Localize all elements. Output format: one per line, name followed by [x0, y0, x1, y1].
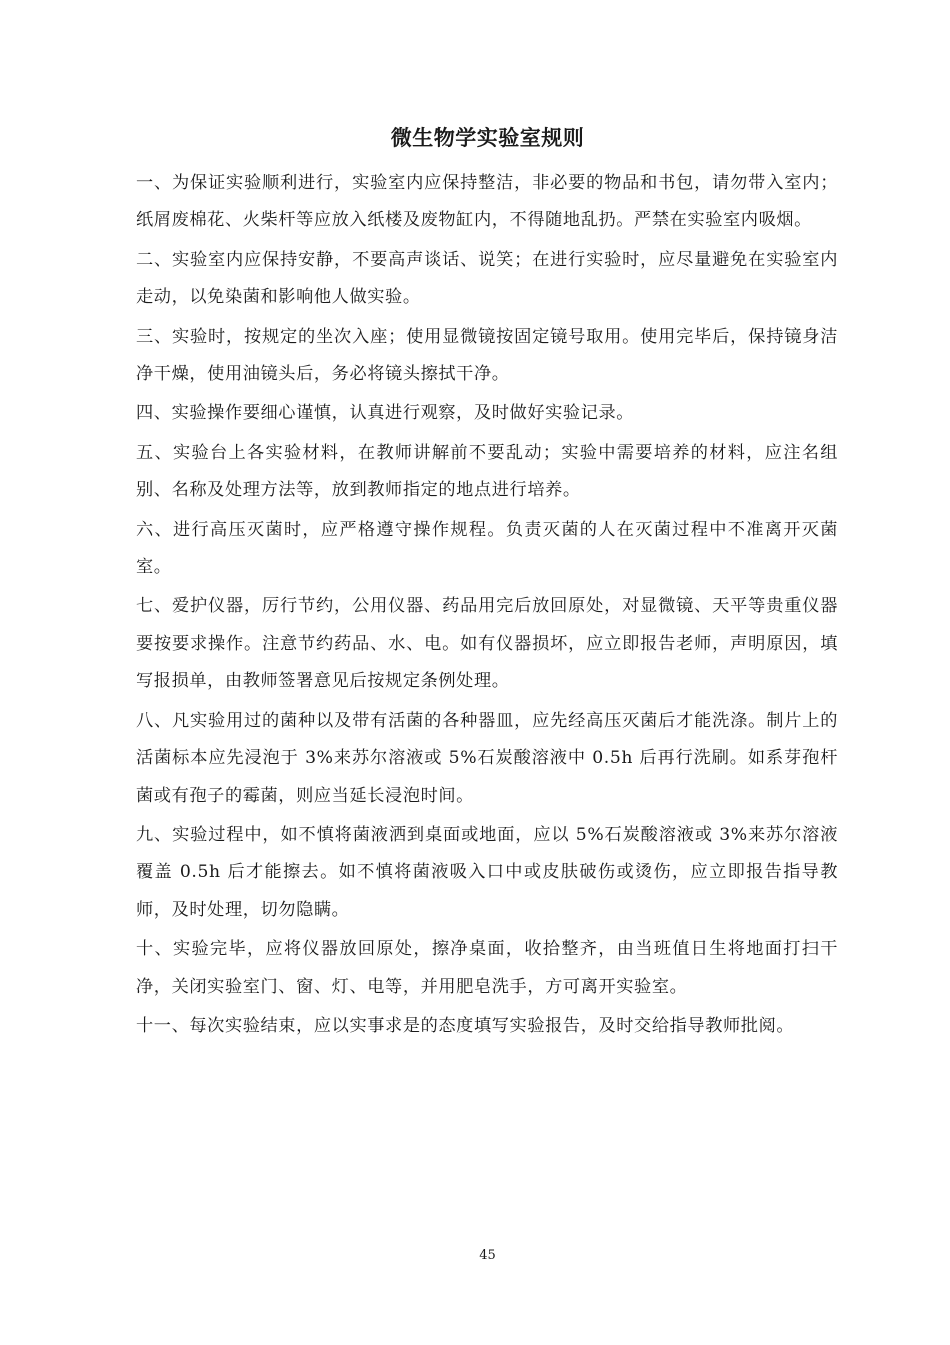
- page-number: 45: [479, 1248, 496, 1263]
- rule-item-5: 五、实验台上各实验材料，在教师讲解前不要乱动；实验中需要培养的材料，应注名组别、名称及处理方法等，放到教师指定的地点进行培养。: [136, 442, 838, 501]
- rule-item-4: 四、实验操作要细心谨慎，认真进行观察，及时做好实验记录。: [136, 403, 635, 424]
- rule-item-11: 十一、每次实验结束，应以实事求是的态度填写实验报告，及时交给指导教师批阅。: [136, 1015, 795, 1036]
- rule-item-2: 二、实验室内应保持安静，不要高声谈话、说笑；在进行实验时，应尽量避免在实验室内走动，以免染菌和影响他人做实验。: [136, 249, 838, 308]
- rule-item-6: 六、进行高压灭菌时，应严格遵守操作规程。负责灭菌的人在灭菌过程中不准离开灭菌室。: [136, 519, 838, 578]
- rule-item-7: 七、爱护仪器，厉行节约，公用仪器、药品用完后放回原处，对显微镜、天平等贵重仪器要按要求操作。注意节约药品、水、电。如有仪器损坏，应立即报告老师，声明原因，填写报损单，由教师签署意见后按规定条例处理。: [136, 596, 838, 692]
- rule-item-3: 三、实验时，按规定的坐次入座；使用显微镜按固定镜号取用。使用完毕后，保持镜身洁净干燥，使用油镜头后，务必将镜头擦拭干净。: [136, 326, 838, 385]
- rule-item-8: 八、凡实验用过的菌种以及带有活菌的各种器皿，应先经高压灭菌后才能洗涤。制片上的活菌标本应先浸泡于 3%来苏尔溶液或 5%石炭酸溶液中 0.5h 后再行洗刷。如系芽孢杆菌或有孢子的霉菌，则应当延长浸泡时间。: [136, 710, 838, 806]
- rule-item-9: 九、实验过程中，如不慎将菌液洒到桌面或地面，应以 5%石炭酸溶液或 3%来苏尔溶液覆盖 0.5h 后才能擦去。如不慎将菌液吸入口中或皮肤破伤或烫伤，应立即报告指导教师，及时处理，切勿隐瞒。: [136, 824, 838, 920]
- rule-item-1: 一、为保证实验顺利进行，实验室内应保持整洁，非必要的物品和书包，请勿带入室内；纸屑废棉花、火柴杆等应放入纸楼及废物缸内，不得随地乱扔。严禁在实验室内吸烟。: [136, 173, 838, 231]
- rules-list: [136, 165, 838, 1047]
- document-title: 微生物学实验室规则: [390, 126, 585, 150]
- rule-item-10: 十、实验完毕，应将仪器放回原处，擦净桌面，收拾整齐，由当班值日生将地面打扫干净，关闭实验室门、窗、灯、电等，并用肥皂洗手，方可离开实验室。: [136, 939, 838, 997]
